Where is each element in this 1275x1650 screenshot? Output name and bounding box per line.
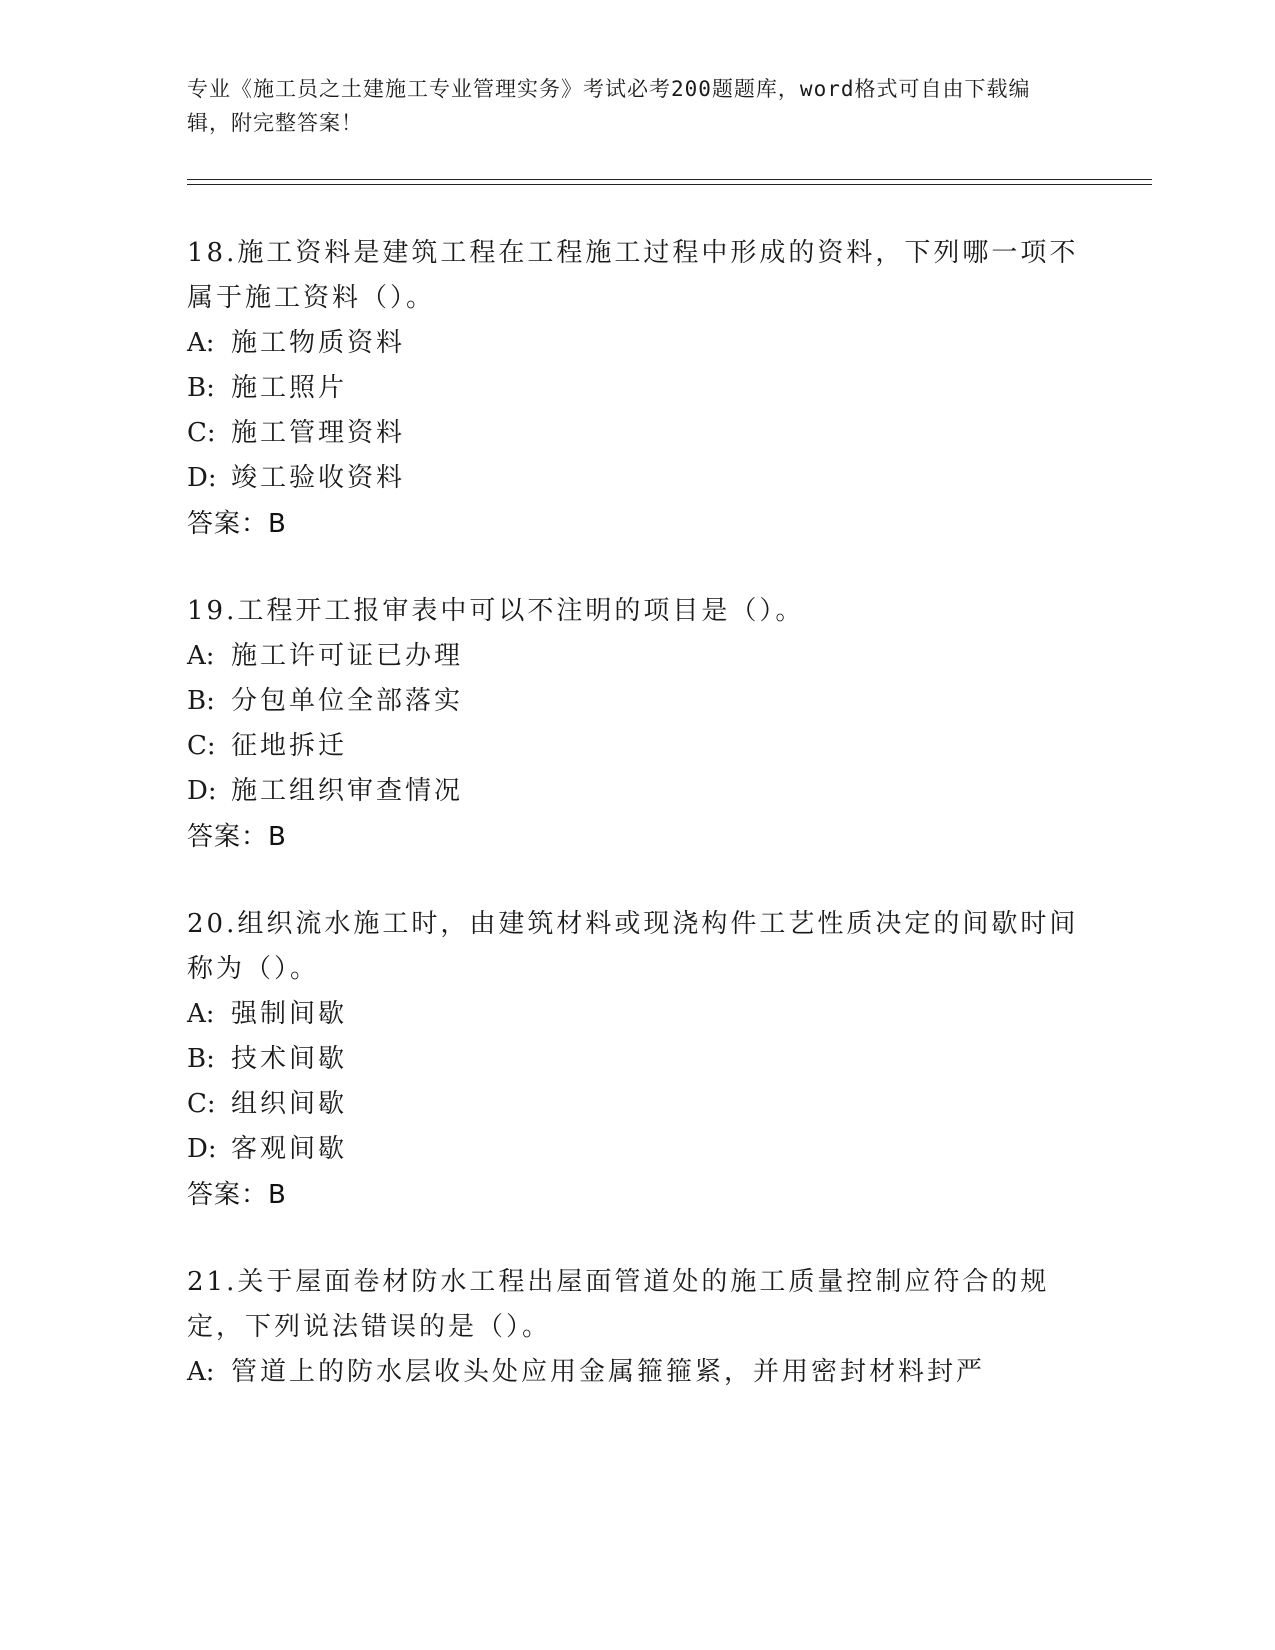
question-stem: 21.关于屋面卷材防水工程出屋面管道处的施工质量控制应符合的规定，下列说法错误的是（）。 [187, 1267, 1050, 1342]
question-stem: 18.施工资料是建筑工程在工程施工过程中形成的资料，下列哪一项不属于施工资料（）。 [187, 238, 1079, 313]
option-a [187, 634, 1087, 679]
option-letter: D: [187, 776, 217, 806]
option-d [187, 456, 1087, 501]
option-a [187, 1350, 1087, 1395]
option-c [187, 724, 1087, 769]
option-a [187, 321, 1087, 366]
option-d [187, 1127, 1087, 1172]
option-text: 施工照片 [231, 373, 348, 403]
option-text: 施工组织审查情况 [231, 776, 464, 806]
option-text: 客观间歇 [231, 1134, 348, 1164]
answer-line: 答案：B [187, 509, 287, 539]
option-text: 征地拆迁 [231, 731, 348, 761]
answer-line: 答案：B [187, 822, 287, 852]
option-letter: D: [187, 463, 217, 493]
option-c [187, 1082, 1087, 1127]
option-text: 管道上的防水层收头处应用金属箍箍紧，并用密封材料封严 [231, 1357, 986, 1387]
option-text: 施工许可证已办理 [231, 641, 464, 671]
option-letter: B: [187, 373, 215, 403]
option-a [187, 992, 1087, 1037]
option-c [187, 411, 1087, 456]
question-19 [187, 589, 1087, 860]
question-20 [187, 902, 1087, 1218]
option-text: 竣工验收资料 [231, 463, 406, 493]
option-letter: A: [187, 1357, 215, 1387]
option-letter: A: [187, 328, 215, 358]
question-21 [187, 1260, 1087, 1395]
document-header: 专业《施工员之土建施工专业管理实务》考试必考200题题库，word格式可自由下载编辑，附完整答案！ [187, 77, 1031, 135]
option-letter: A: [187, 999, 215, 1029]
option-d [187, 769, 1087, 814]
option-text: 强制间歇 [231, 999, 348, 1029]
option-letter: C: [187, 1089, 216, 1119]
header-divider-bottom [187, 184, 1152, 185]
option-text: 施工管理资料 [231, 418, 406, 448]
option-letter: D: [187, 1134, 217, 1164]
option-letter: C: [187, 731, 216, 761]
option-text: 组织间歇 [231, 1089, 348, 1119]
option-letter: B: [187, 686, 215, 716]
option-letter: C: [187, 418, 216, 448]
option-b [187, 1037, 1087, 1082]
question-18 [187, 231, 1087, 547]
option-b [187, 366, 1087, 411]
question-stem: 20.组织流水施工时，由建筑材料或现浇构件工艺性质决定的间歇时间称为（）。 [187, 909, 1079, 984]
question-stem: 19.工程开工报审表中可以不注明的项目是（）。 [187, 596, 805, 626]
header-divider-top [187, 179, 1152, 180]
answer-line: 答案：B [187, 1180, 287, 1210]
option-letter: B: [187, 1044, 215, 1074]
question-list [187, 231, 1087, 1437]
option-text: 技术间歇 [231, 1044, 348, 1074]
option-b [187, 679, 1087, 724]
option-text: 分包单位全部落实 [231, 686, 464, 716]
option-letter: A: [187, 641, 215, 671]
option-text: 施工物质资料 [231, 328, 406, 358]
